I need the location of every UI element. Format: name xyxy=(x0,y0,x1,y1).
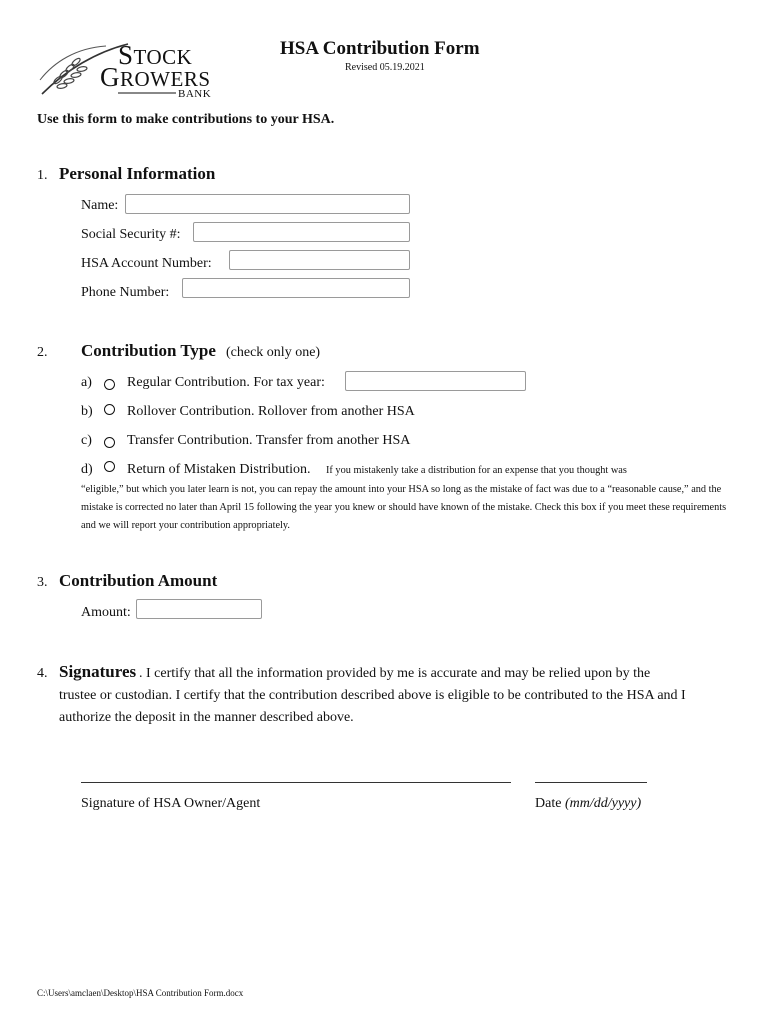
tax-year-field[interactable] xyxy=(345,371,526,391)
ssn-label: Social Security #: xyxy=(81,227,181,242)
option-d-radio[interactable] xyxy=(104,461,115,472)
bank-logo xyxy=(36,40,226,98)
phone-field[interactable] xyxy=(182,278,410,298)
section2-note: (check only one) xyxy=(226,345,321,360)
section2-title: Contribution Type xyxy=(81,341,216,360)
section1-number: 1. xyxy=(37,168,48,183)
section4-title: Signatures xyxy=(59,662,137,681)
option-c-letter: c) xyxy=(81,433,92,448)
signature-line xyxy=(81,782,511,783)
phone-label: Phone Number: xyxy=(81,285,170,300)
svg-text:GROWERS: GROWERS xyxy=(100,62,211,92)
section2-number: 2. xyxy=(37,345,48,360)
form-title: HSA Contribution Form xyxy=(280,38,480,59)
name-field[interactable] xyxy=(125,194,410,214)
option-c-label: Transfer Contribution. Transfer from another HSA xyxy=(127,433,411,448)
signature-label: Signature of HSA Owner/Agent xyxy=(81,796,261,811)
option-c-radio[interactable] xyxy=(104,437,115,448)
option-a-letter: a) xyxy=(81,375,92,390)
svg-text:STOCK: STOCK xyxy=(118,40,193,70)
section3-title: Contribution Amount xyxy=(59,571,218,590)
revision-date: Revised 05.19.2021 xyxy=(345,62,425,73)
section3-number: 3. xyxy=(37,575,48,590)
certification-text-rest: trustee or custodian. I certify that the contribution described above is eligible to be contributed to the HSA and I authorize the deposit in the manner described above. xyxy=(59,688,686,725)
svg-text:BANK: BANK xyxy=(178,88,212,98)
option-b-label: Rollover Contribution. Rollover from another HSA xyxy=(127,404,415,419)
option-b-radio[interactable] xyxy=(104,404,115,415)
account-label: HSA Account Number: xyxy=(81,256,212,271)
intro-text: Use this form to make contributions to your HSA. xyxy=(37,112,335,127)
option-d-description-rest: “eligible,” but which you later learn is not, you can repay the amount into your HSA so long as the mistake of fact was due to a “reasonable cause,” and the mistake is corrected no later than April 15 following the year you knew or should have known of the mistake. Check this box if you meet these requirements and we will report your contribution appropriately. xyxy=(81,484,727,531)
option-b-letter: b) xyxy=(81,404,93,419)
option-d-description-first: If you mistakenly take a distribution for an expense that you thought was xyxy=(326,465,627,476)
wheat-logo-icon xyxy=(36,40,226,98)
option-a-radio[interactable] xyxy=(104,379,115,390)
amount-field[interactable] xyxy=(136,599,262,619)
date-line xyxy=(535,782,647,783)
option-a-label: Regular Contribution. For tax year: xyxy=(127,375,325,390)
date-format: (mm/dd/yyyy) xyxy=(564,796,642,811)
option-d-letter: d) xyxy=(81,462,93,477)
date-label-text: Date xyxy=(535,796,562,811)
section1-title: Personal Information xyxy=(59,164,216,183)
amount-label: Amount: xyxy=(81,605,131,620)
ssn-field[interactable] xyxy=(193,222,410,242)
account-number-field[interactable] xyxy=(229,250,410,270)
certification-text-first: . I certify that all the information provided by me is accurate and may be relied upon by the xyxy=(139,666,651,681)
section4-number: 4. xyxy=(37,666,48,681)
file-path-footer: C:\Users\amclaen\Desktop\HSA Contribution Form.docx xyxy=(37,988,244,998)
option-d-label: Return of Mistaken Distribution. xyxy=(127,462,311,477)
name-label: Name: xyxy=(81,198,119,213)
date-label xyxy=(535,796,641,812)
